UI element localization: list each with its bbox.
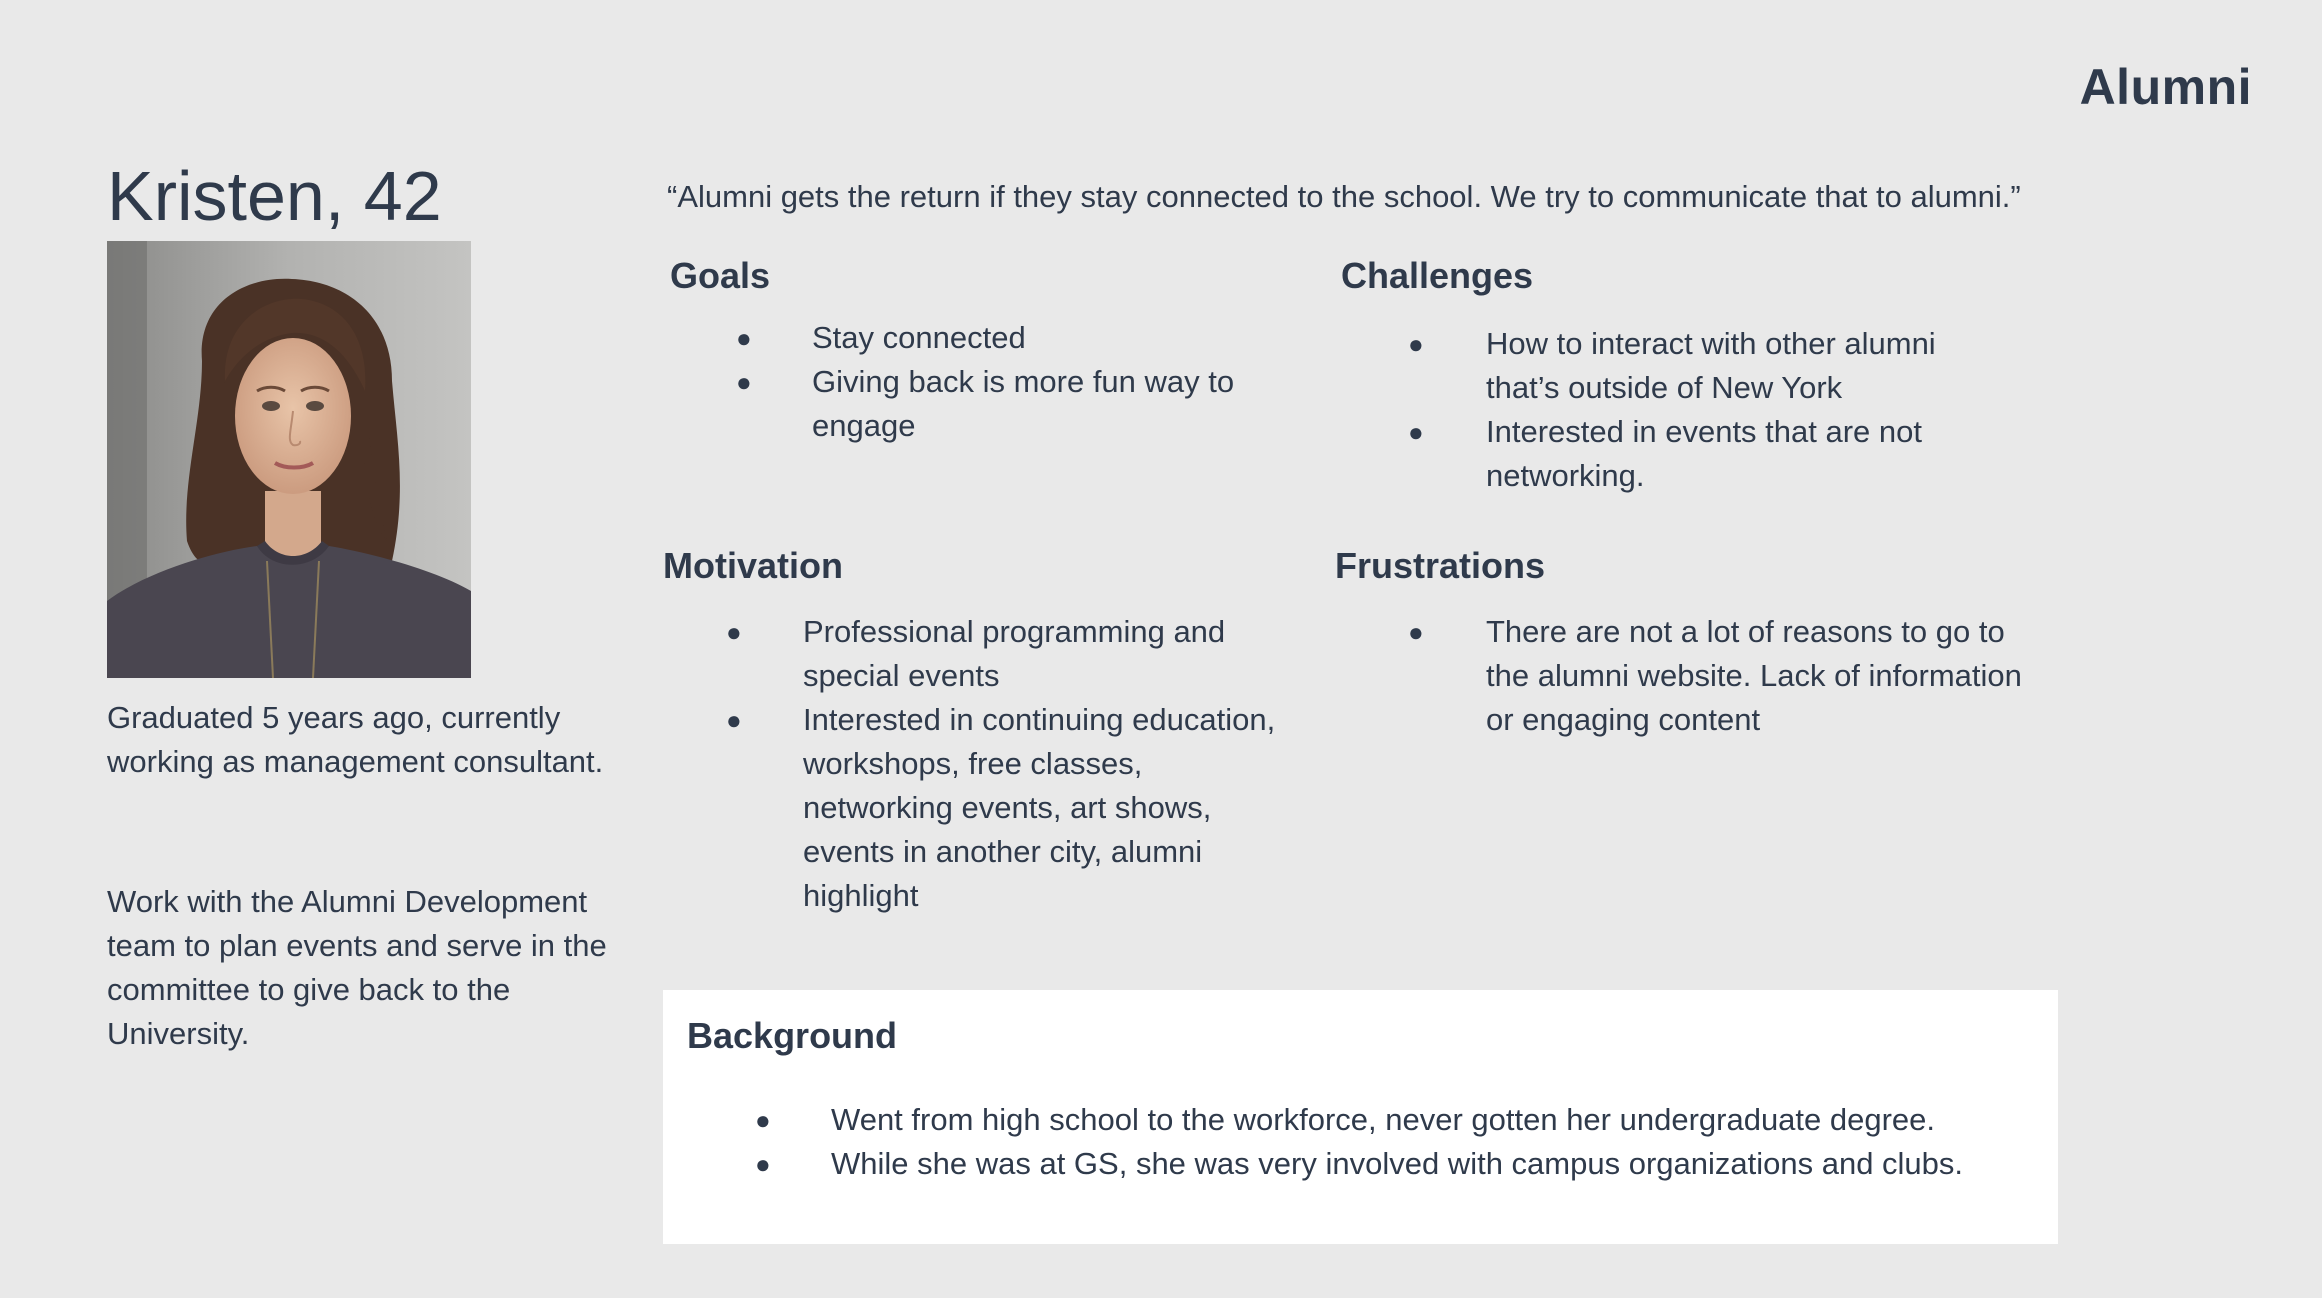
list-item bbox=[755, 1142, 2035, 1186]
bullet-icon: ● bbox=[726, 705, 742, 735]
challenges-heading: Challenges bbox=[1341, 255, 1534, 296]
persona-quote: “Alumni gets the return if they stay connected to the school. We try to communicate that to alumni.” bbox=[667, 179, 2021, 214]
motivation-heading: Motivation bbox=[663, 545, 843, 586]
list-item bbox=[736, 360, 1296, 448]
list-item bbox=[1408, 610, 2028, 742]
bullet-icon: ● bbox=[755, 1105, 771, 1135]
list-item bbox=[755, 1098, 2035, 1142]
background-text: While she was at GS, she was very involved with campus organizations and clubs. bbox=[831, 1146, 1964, 1181]
background-text: Went from high school to the workforce, never gotten her undergraduate degree. bbox=[831, 1102, 1936, 1137]
list-item bbox=[726, 698, 1286, 918]
list-item bbox=[1408, 322, 2008, 410]
persona-bio-occupation: Graduated 5 years ago, currently working as management consultant. bbox=[107, 700, 604, 779]
list-item bbox=[726, 610, 1286, 698]
bullet-icon: ● bbox=[736, 323, 752, 353]
goal-text: Giving back is more fun way to engage bbox=[812, 364, 1235, 443]
goals-list bbox=[736, 316, 1296, 448]
bullet-icon: ● bbox=[1408, 417, 1424, 447]
challenges-list bbox=[1408, 322, 2008, 498]
segment-label: Alumni bbox=[2079, 59, 2252, 115]
motivation-text: Professional programming and special events bbox=[803, 614, 1226, 693]
bullet-icon: ● bbox=[736, 367, 752, 397]
persona-photo bbox=[107, 241, 471, 678]
list-item bbox=[1408, 410, 2008, 498]
challenge-text: How to interact with other alumni that’s outside of New York bbox=[1486, 326, 1936, 405]
challenge-text: Interested in events that are not networking. bbox=[1486, 414, 1922, 493]
goal-text: Stay connected bbox=[812, 320, 1026, 355]
frustration-text: There are not a lot of reasons to go to the alumni website. Lack of information or engaging content bbox=[1486, 614, 2022, 737]
goals-heading: Goals bbox=[670, 255, 771, 296]
motivation-text: Interested in continuing education, workshops, free classes, networking events, art shows, events in another city, alumni highlight bbox=[803, 702, 1276, 913]
background-heading: Background bbox=[687, 1015, 898, 1056]
motivation-list bbox=[726, 610, 1286, 918]
frustrations-list bbox=[1408, 610, 2028, 742]
background-list bbox=[755, 1098, 2035, 1186]
persona-name: Kristen, 42 bbox=[107, 157, 442, 235]
persona-bio-involvement: Work with the Alumni Development team to plan events and serve in the committee to give back to the University. bbox=[107, 884, 607, 1051]
bullet-icon: ● bbox=[755, 1149, 771, 1179]
bullet-icon: ● bbox=[726, 617, 742, 647]
bullet-icon: ● bbox=[1408, 617, 1424, 647]
background-card bbox=[663, 990, 2058, 1244]
frustrations-heading: Frustrations bbox=[1335, 545, 1546, 586]
list-item bbox=[736, 316, 1296, 360]
bullet-icon: ● bbox=[1408, 329, 1424, 359]
